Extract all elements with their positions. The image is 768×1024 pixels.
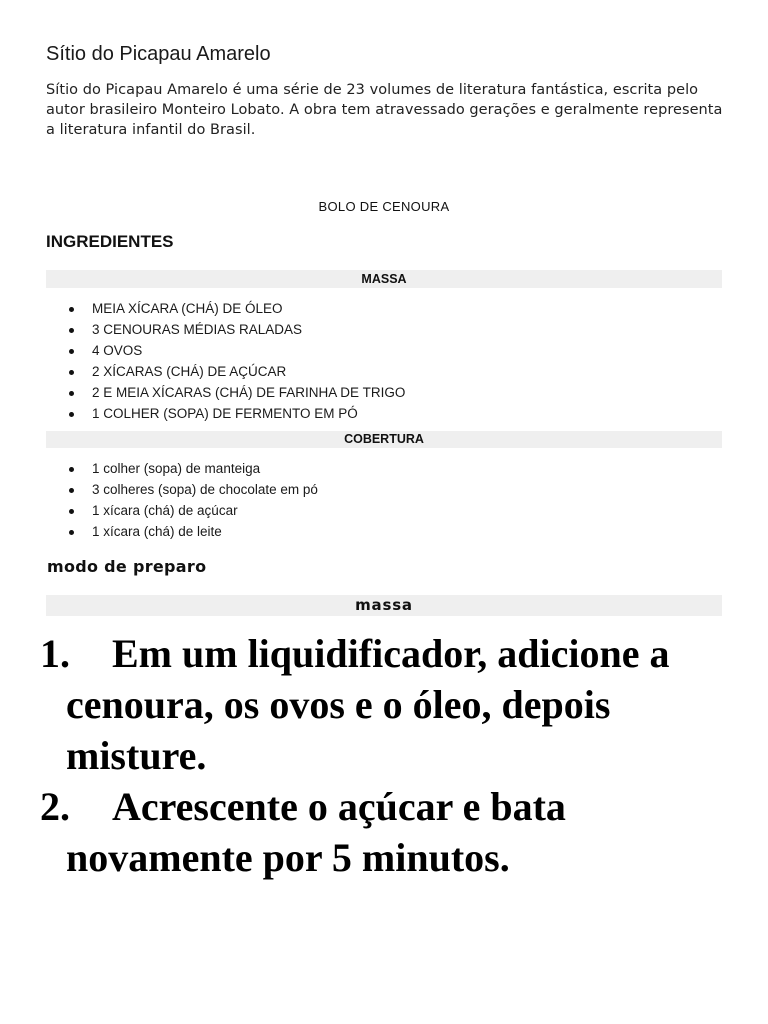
- intro-paragraph: Sítio do Picapau Amarelo é uma série de 23 volumes de literatura fantástica, escrita pelo autor brasileiro Monteiro Lobato. A obra tem atravessado gerações e geralmente representa a literatura infantil do Brasil.: [46, 82, 723, 138]
- list-item: [46, 319, 722, 340]
- ingredients-heading: INGREDIENTES: [46, 232, 174, 251]
- ingredient-text: 4 OVOS: [92, 343, 143, 358]
- massa-ingredient-list: [46, 298, 722, 424]
- list-item: [46, 500, 722, 521]
- ingredient-text: MEIA XÍCARA (CHÁ) DE ÓLEO: [92, 301, 283, 316]
- list-item: [46, 361, 722, 382]
- site-title: Sítio do Picapau Amarelo: [46, 43, 271, 65]
- ingredient-text: 1 COLHER (SOPA) DE FERMENTO EM PÓ: [92, 406, 358, 421]
- list-item: [46, 521, 722, 542]
- list-item: [46, 298, 722, 319]
- bullet-icon: [69, 467, 74, 472]
- step-text: Acrescente o açúcar e bata novamente por 5 minutos.: [66, 784, 566, 880]
- list-item: [46, 479, 722, 500]
- bullet-icon: [69, 509, 74, 514]
- massa-band: MASSA: [46, 270, 722, 288]
- ingredient-text: 1 colher (sopa) de manteiga: [92, 461, 261, 476]
- step-item: [40, 781, 740, 883]
- bullet-icon: [69, 328, 74, 333]
- cobertura-ingredient-list: [46, 458, 722, 542]
- recipe-title: BOLO DE CENOURA: [318, 199, 450, 214]
- bullet-icon: [69, 370, 74, 375]
- cobertura-band: COBERTURA: [46, 431, 722, 448]
- bullet-icon: [69, 307, 74, 312]
- step-text: Em um liquidificador, adicione a cenoura, os ovos e o óleo, depois misture.: [66, 631, 670, 778]
- bullet-icon: [69, 488, 74, 493]
- list-item: [46, 458, 722, 479]
- ingredient-text: 1 xícara (chá) de açúcar: [92, 503, 238, 518]
- bullet-icon: [69, 412, 74, 417]
- bullet-icon: [69, 530, 74, 535]
- bullet-icon: [69, 391, 74, 396]
- list-item: [46, 382, 722, 403]
- preparation-massa-band: massa: [46, 595, 722, 616]
- ingredient-text: 3 CENOURAS MÉDIAS RALADAS: [92, 322, 303, 337]
- ingredient-text: 1 xícara (chá) de leite: [92, 524, 222, 539]
- bullet-icon: [69, 349, 74, 354]
- step-item: [40, 628, 740, 781]
- preparation-heading: modo de preparo: [47, 557, 207, 576]
- preparation-steps: [40, 628, 740, 883]
- list-item: [46, 403, 722, 424]
- ingredient-text: 3 colheres (sopa) de chocolate em pó: [92, 482, 318, 497]
- ingredient-text: 2 XÍCARAS (CHÁ) DE AÇÚCAR: [92, 364, 287, 379]
- step-number: 1.: [40, 631, 70, 676]
- list-item: [46, 340, 722, 361]
- step-number: 2.: [40, 784, 70, 829]
- ingredient-text: 2 E MEIA XÍCARAS (CHÁ) DE FARINHA DE TRIGO: [92, 385, 406, 400]
